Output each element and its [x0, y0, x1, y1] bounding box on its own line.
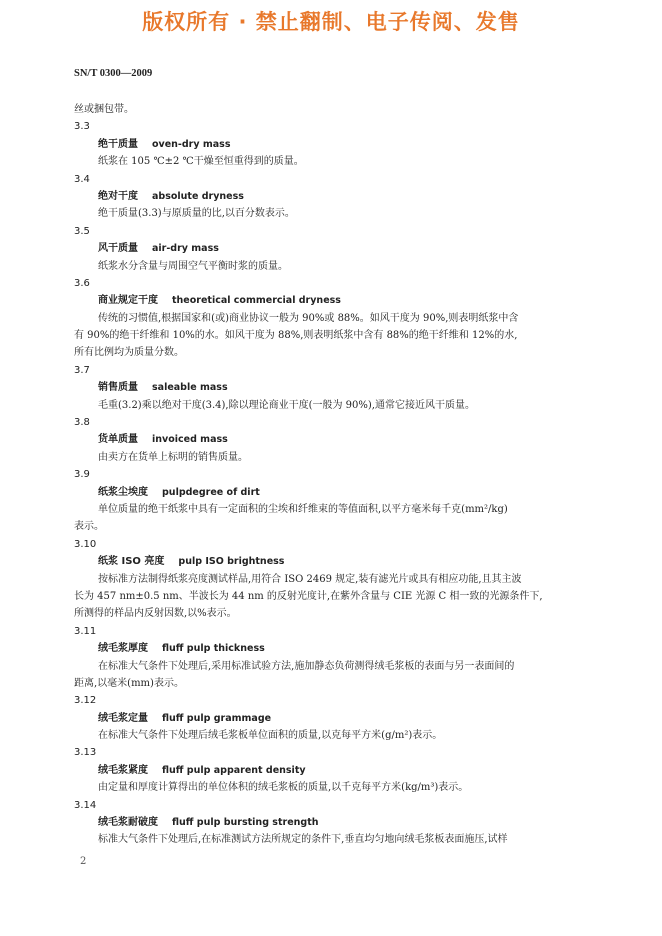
term-heading: [74, 762, 590, 779]
definition-text: 单位质量的绝干纸浆中具有一定面积的尘埃和纤维束的等值面积,以平方毫米每千克(mm²/kg): [98, 503, 508, 515]
term-english: oven-dry mass: [152, 138, 231, 150]
definition-text: 传统的习惯值,根据国家和(或)商业协议一般为 90%或 88%。如风干度为 90%,则表明纸浆中含: [98, 312, 519, 324]
term-chinese: 绝对干度: [98, 190, 138, 202]
term-chinese: 绒毛浆定量: [98, 712, 148, 724]
text-line: 长为 457 nm±0.5 nm、半波长为 44 nm 的反射光度计,在紫外含量与 CIE 光源 C 相一致的光源条件下,: [74, 590, 543, 602]
term-english: fluff pulp grammage: [162, 712, 272, 724]
definition-text: 纸浆在 105 ℃±2 ℃干燥至恒重得到的质量。: [98, 156, 304, 168]
text-line: 所有比例均为质量分数。: [74, 347, 184, 359]
text-line: 丝或捆包带。: [74, 104, 134, 115]
term-heading: [74, 431, 590, 448]
clause-number: 3.9: [74, 469, 90, 481]
definition-text: 标准大气条件下处理后,在标准测试方法所规定的条件下,垂直均匀地向绒毛浆板表面施压,试样: [98, 834, 508, 846]
clause-number: 3.7: [74, 364, 90, 376]
definition-text: 按标准方法制得纸浆亮度测试样品,用符合 ISO 2469 规定,装有滤光片或具有相应功能,且其主波: [98, 573, 522, 585]
term-chinese: 纸浆 ISO 亮度: [98, 556, 165, 568]
clause-number: 3.11: [74, 625, 97, 637]
standard-code-header: SN/T 0300—2009: [74, 68, 153, 79]
term-chinese: 货单质量: [98, 434, 138, 446]
clause-number: 3.14: [74, 799, 97, 811]
clause-number: 3.10: [74, 538, 97, 550]
term-heading: [74, 240, 590, 257]
term-english: invoiced mass: [152, 434, 228, 446]
document-body: [74, 101, 590, 849]
term-heading: [74, 640, 590, 657]
term-chinese: 纸浆尘埃度: [98, 486, 148, 498]
clause-number: 3.4: [74, 173, 90, 185]
term-chinese: 商业规定干度: [98, 295, 158, 307]
term-english: saleable mass: [152, 382, 228, 394]
definition-text: 在标准大气条件下处理后,采用标准试验方法,施加静态负荷测得绒毛浆板的表面与另一表面间的: [98, 660, 515, 672]
term-heading: [74, 814, 590, 831]
term-english: air-dry mass: [152, 243, 219, 255]
term-chinese: 销售质量: [98, 382, 138, 394]
term-english: pulp ISO brightness: [178, 556, 285, 568]
term-heading: [74, 710, 590, 727]
term-english: absolute dryness: [152, 190, 244, 202]
copyright-watermark: 版权所有 · 禁止翻制、电子传阅、发售: [142, 10, 520, 34]
term-heading: [74, 136, 590, 153]
term-chinese: 绒毛浆耐破度: [98, 817, 158, 829]
clause-number: 3.6: [74, 277, 90, 289]
clause-number: 3.5: [74, 225, 90, 237]
text-line: 表示。: [74, 521, 104, 533]
term-heading: [74, 292, 590, 309]
term-english: fluff pulp apparent density: [162, 764, 306, 776]
term-english: fluff pulp thickness: [162, 643, 265, 655]
definition-text: 纸浆水分含量与周围空气平衡时浆的质量。: [98, 260, 288, 272]
term-chinese: 绒毛浆紧度: [98, 764, 148, 776]
definition-text: 由卖方在货单上标明的销售质量。: [98, 451, 248, 463]
term-heading: [74, 188, 590, 205]
term-english: fluff pulp bursting strength: [172, 817, 319, 829]
term-chinese: 绝干质量: [98, 138, 138, 150]
clause-number: 3.3: [74, 121, 90, 133]
definition-text: 毛重(3.2)乘以绝对干度(3.4),除以理论商业干度(一般为 90%),通常它接近风干质量。: [98, 399, 475, 411]
clause-number: 3.12: [74, 695, 97, 707]
term-english: pulpdegree of dirt: [162, 486, 260, 498]
text-line: 距离,以毫米(mm)表示。: [74, 677, 184, 689]
text-line: 所测得的样品内反射因数,以%表示。: [74, 608, 237, 620]
term-english: theoretical commercial dryness: [172, 295, 341, 307]
term-heading: [74, 484, 590, 501]
definition-text: 由定量和厚度计算得出的单位体积的绒毛浆板的质量,以千克每平方米(kg/m³)表示。: [98, 782, 469, 794]
page-number: 2: [80, 856, 87, 867]
term-heading: [74, 553, 590, 570]
definition-text: 绝干质量(3.3)与原质量的比,以百分数表示。: [98, 208, 295, 220]
term-chinese: 风干质量: [98, 243, 138, 255]
definition-text: 在标准大气条件下处理后绒毛浆板单位面积的质量,以克每平方米(g/m²)表示。: [98, 730, 443, 742]
term-heading: [74, 379, 590, 396]
clause-number: 3.13: [74, 747, 97, 759]
clause-number: 3.8: [74, 417, 90, 429]
term-chinese: 绒毛浆厚度: [98, 643, 148, 655]
text-line: 有 90%的绝干纤维和 10%的水。如风干度为 88%,则表明纸浆中含有 88%的绝干纤维和 12%的水,: [74, 330, 518, 342]
